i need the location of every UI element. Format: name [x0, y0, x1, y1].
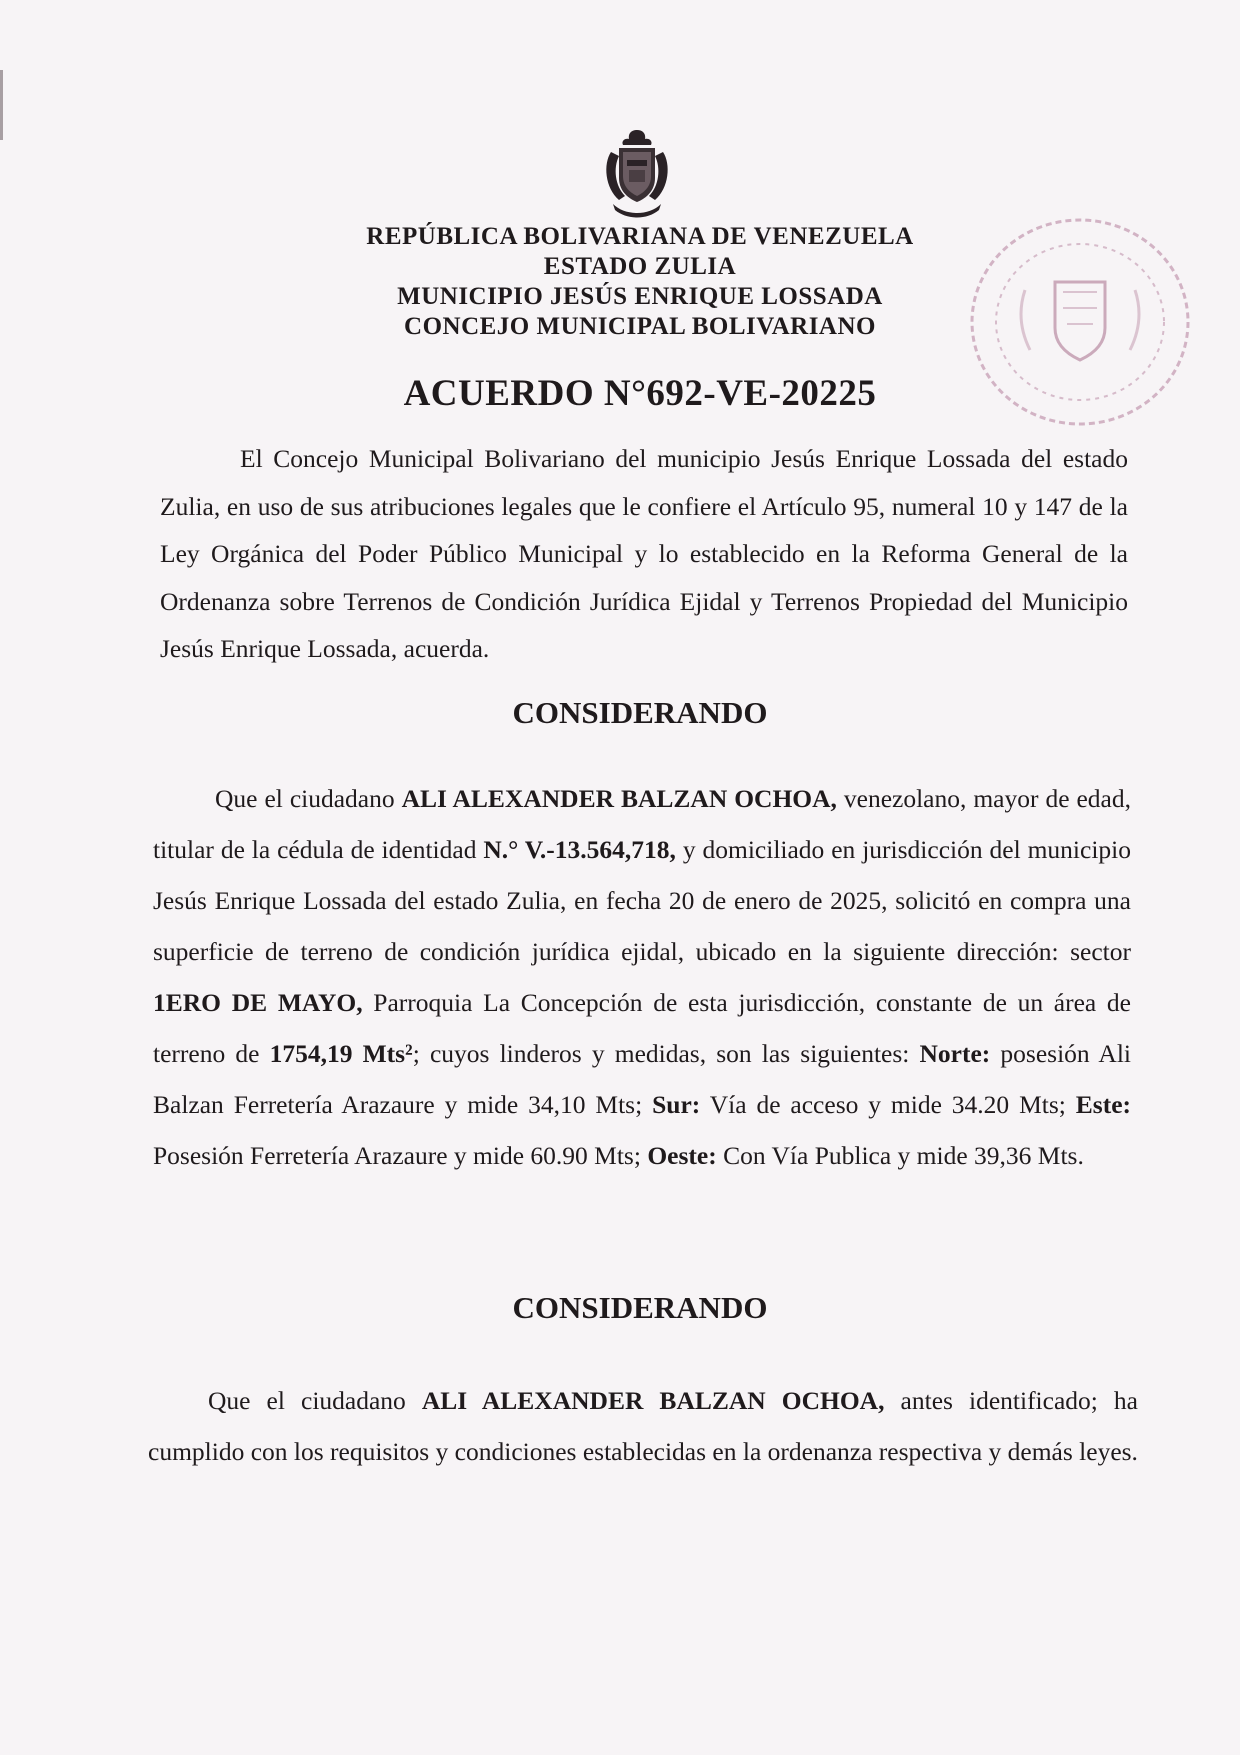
official-seal-stamp	[955, 210, 1200, 440]
considerando-heading-2: CONSIDERANDO	[512, 1290, 768, 1325]
considerando-heading-1: CONSIDERANDO	[512, 695, 768, 730]
header-council: CONCEJO MUNICIPAL BOLIVARIANO	[404, 313, 876, 340]
citizen-name: ALI ALEXANDER BALZAN OCHOA,	[401, 784, 837, 813]
text-segment: antes identificado; ha cumplido con los requisitos y condiciones establecidas en la ordenanza respectiva y demás leyes.	[148, 1386, 1138, 1466]
header-municipality: MUNICIPIO JESÚS ENRIQUE LOSSADA	[397, 283, 883, 310]
text-segment: Parroquia La Concepción de esta jurisdicción, constante de un área de terreno de	[153, 988, 1132, 1068]
coat-of-arms-emblem	[601, 126, 673, 222]
boundary-east: Posesión Ferretería Arazaure y mide 60.90 Mts;	[153, 1141, 648, 1170]
boundary-west: Con Vía Publica y mide 39,36 Mts.	[716, 1141, 1084, 1170]
boundary-north: posesión Ali Balzan Ferretería Arazaure y mide 34,10 Mts;	[153, 1039, 1132, 1119]
header-republic: REPÚBLICA BOLIVARIANA DE VENEZUELA	[366, 223, 914, 250]
land-area: 1754,19 Mts²	[269, 1039, 413, 1068]
header-state: ESTADO ZULIA	[543, 253, 737, 280]
intro-text: El Concejo Municipal Bolivariano del municipio Jesús Enrique Lossada del estado Zulia, en uso de sus atribuciones legales que le confiere el Artículo 95, numeral 10 y 147 de la Ley Orgánica del Poder Público Municipal y lo establecido en la Reforma General de la Ordenanza sobre Terrenos de Condición Jurídica Ejidal y Terrenos Propiedad del Municipio Jesús Enrique Lossada, acuerda.	[160, 444, 1128, 663]
text-segment: Que el ciudadano	[215, 784, 402, 813]
boundary-west-label: Oeste:	[647, 1141, 717, 1170]
text-segment: venezolano, mayor de edad, titular de la cédula de identidad	[153, 784, 1131, 864]
sector-name: 1ERO DE MAYO,	[153, 988, 363, 1017]
boundary-east-label: Este:	[1075, 1090, 1131, 1119]
considerando-2-paragraph	[148, 1375, 1138, 1477]
citizen-name: ALI ALEXANDER BALZAN OCHOA,	[421, 1386, 885, 1415]
document-header	[300, 222, 980, 342]
scan-edge-mark	[0, 70, 3, 140]
considerando-1-paragraph	[153, 773, 1131, 1181]
document-title: ACUERDO N°692-VE-20225	[403, 373, 877, 414]
cedula-number: N.° V.-13.564,718,	[483, 835, 676, 864]
text-segment: y domiciliado en jurisdicción del municipio Jesús Enrique Lossada del estado Zulia, en fecha 20 de enero de 2025, solicitó en compra una superficie de terreno de condición jurídica ejidal, ubicado en la siguiente dirección: sector	[153, 835, 1131, 966]
text-segment: ; cuyos linderos y medidas, son las siguientes:	[412, 1039, 920, 1068]
boundary-south-label: Sur:	[652, 1090, 701, 1119]
boundary-north-label: Norte:	[919, 1039, 991, 1068]
text-segment: Que el ciudadano	[208, 1386, 422, 1415]
boundary-south: Vía de acceso y mide 34.20 Mts;	[700, 1090, 1076, 1119]
intro-paragraph	[160, 435, 1128, 673]
